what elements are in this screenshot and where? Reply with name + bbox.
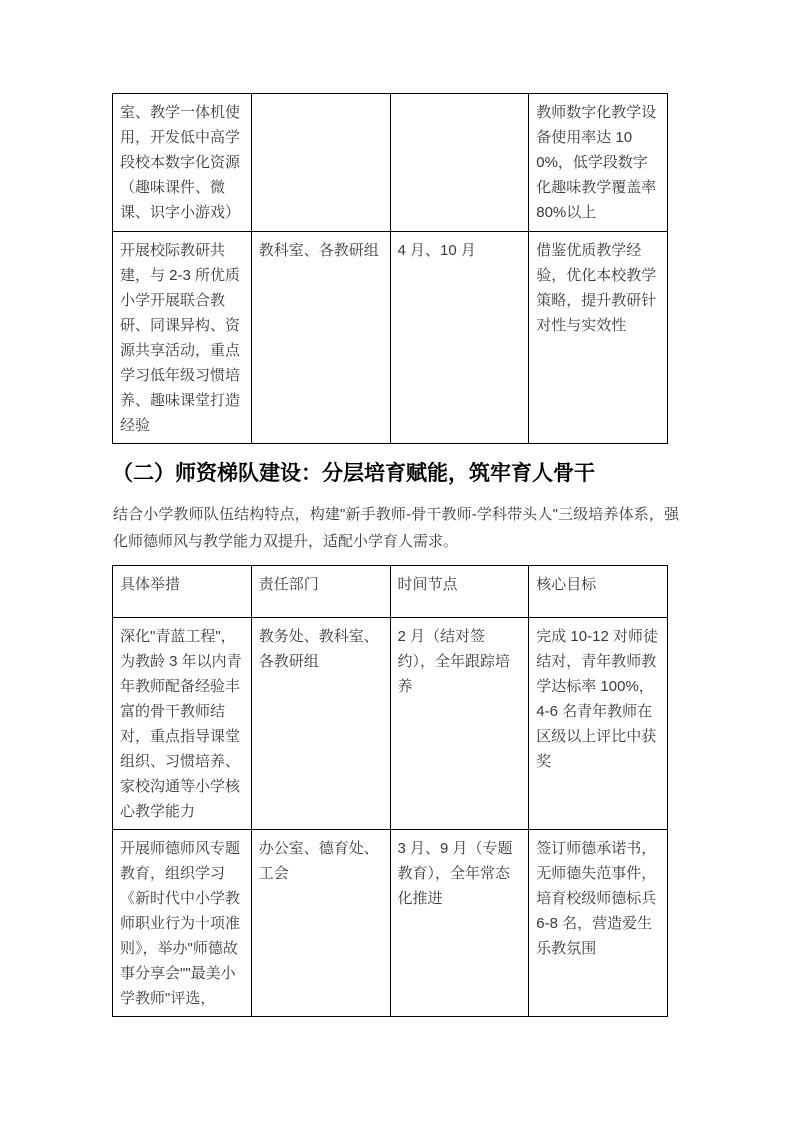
header-cell-goal: 核心目标 <box>529 566 668 618</box>
table-row <box>113 94 668 232</box>
table-cell-department <box>251 94 390 232</box>
table-cell-goal: 借鉴优质教学经验，优化本校教学策略，提升教研针对性与实效性 <box>529 232 668 444</box>
table-cell-goal: 签订师德承诺书，无师德失范事件，培育校级师德标兵 6-8 名，营造爱生乐教氛围 <box>529 830 668 1017</box>
section-intro-paragraph: 结合小学教师队伍结构特点，构建"新手教师-骨干教师-学科带头人"三级培养体系，强化师德师风与教学能力双提升，适配小学育人需求。 <box>113 506 679 550</box>
table-cell-timeline: 3 月、9 月（专题教育），全年常态化推进 <box>390 830 529 1017</box>
table-cell-measure: 深化"青蓝工程"，为教龄 3 年以内青年教师配备经验丰富的骨干教师结对，重点指导课堂组织、习惯培养、家校沟通等小学核心教学能力 <box>113 618 252 830</box>
header-cell-measure: 具体举措 <box>113 566 252 618</box>
table-cell-goal: 教师数字化教学设备使用率达 100%，低学段数字化趣味教学覆盖率 80%以上 <box>529 94 668 232</box>
table-cell-department: 教务处、教科室、各教研组 <box>251 618 390 830</box>
table-row <box>113 618 668 830</box>
section-heading: （二）师资梯队建设：分层培育赋能，筑牢育人骨干 <box>112 462 595 485</box>
table-cell-department: 教科室、各教研组 <box>251 232 390 444</box>
table-cell-measure: 开展校际教研共建，与 2-3 所优质小学开展联合教研、同课异构、资源共享活动，重点学习低年级习惯培养、趣味课堂打造经验 <box>113 232 252 444</box>
table-header-row <box>113 566 668 618</box>
table-continuation <box>112 93 668 444</box>
table-cell-timeline: 2 月（结对签约），全年跟踪培养 <box>390 618 529 830</box>
table-cell-timeline: 4 月、10 月 <box>390 232 529 444</box>
table-teacher-development <box>112 565 668 1017</box>
table-cell-measure: 室、教学一体机使用，开发低中高学段校本数字化资源（趣味课件、微课、识字小游戏） <box>113 94 252 232</box>
table-row <box>113 830 668 1017</box>
table-cell-timeline <box>390 94 529 232</box>
table-cell-measure: 开展师德师风专题教育，组织学习《新时代中小学教师职业行为十项准则》，举办"师德故事分享会""最美小学教师"评选， <box>113 830 252 1017</box>
header-cell-department: 责任部门 <box>251 566 390 618</box>
header-cell-timeline: 时间节点 <box>390 566 529 618</box>
table-row <box>113 232 668 444</box>
table-cell-goal: 完成 10-12 对师徒结对，青年教师教学达标率 100%，4-6 名青年教师在区级以上评比中获奖 <box>529 618 668 830</box>
table-cell-department: 办公室、德育处、工会 <box>251 830 390 1017</box>
